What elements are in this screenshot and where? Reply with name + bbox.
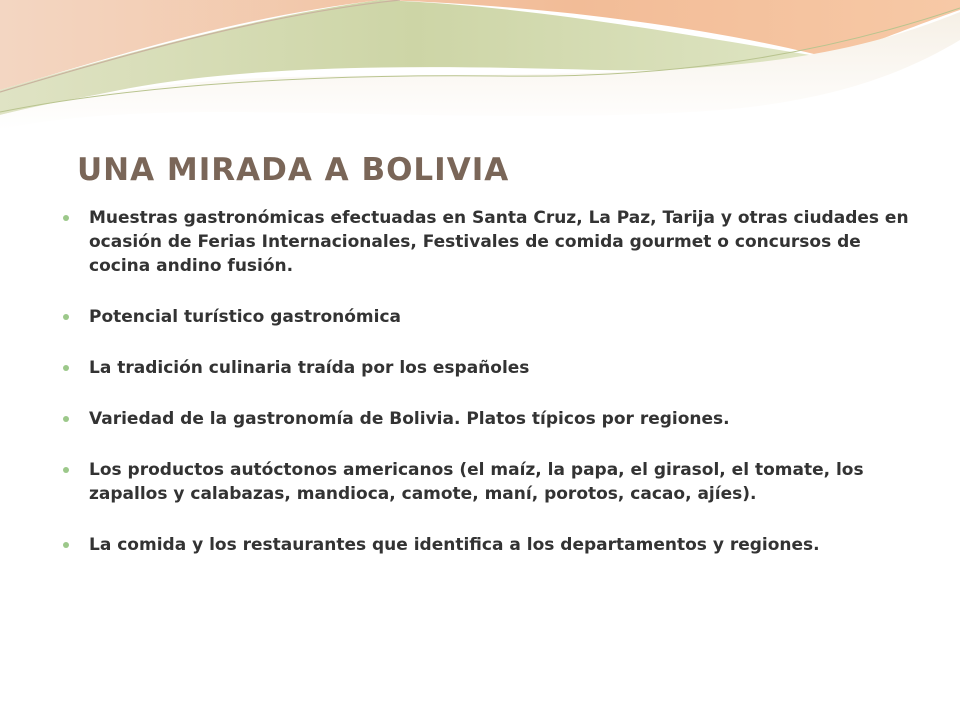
bullet-text: La comida y los restaurantes que identifica a los departamentos y regiones. <box>89 535 820 555</box>
bullet-item <box>62 206 922 278</box>
decorative-header-wave <box>0 0 960 130</box>
bullet-dot-icon <box>63 215 69 221</box>
bullet-text: Muestras gastronómicas efectuadas en Santa Cruz, La Paz, Tarija y otras ciudades en ocasión de Ferias Internacionales, Festivales de comida gourmet o concursos de cocina andino fusión. <box>89 208 909 276</box>
bullet-item <box>62 305 922 329</box>
bullet-dot-icon <box>63 542 69 548</box>
bullet-list <box>62 206 922 584</box>
slide-title: UNA MIRADA A BOLIVIA <box>77 152 510 188</box>
bullet-text: La tradición culinaria traída por los españoles <box>89 358 530 378</box>
bullet-item <box>62 533 922 557</box>
bullet-dot-icon <box>63 314 69 320</box>
bullet-text: Variedad de la gastronomía de Bolivia. Platos típicos por regiones. <box>89 409 730 429</box>
bullet-item <box>62 356 922 380</box>
bullet-text: Potencial turístico gastronómica <box>89 307 402 327</box>
bullet-text: Los productos autóctonos americanos (el maíz, la papa, el girasol, el tomate, los zapallos y calabazas, mandioca, camote, maní, porotos, cacao, ajíes). <box>89 460 864 504</box>
bullet-item <box>62 407 922 431</box>
bullet-dot-icon <box>63 467 69 473</box>
bullet-item <box>62 458 922 506</box>
bullet-dot-icon <box>63 365 69 371</box>
bullet-dot-icon <box>63 416 69 422</box>
